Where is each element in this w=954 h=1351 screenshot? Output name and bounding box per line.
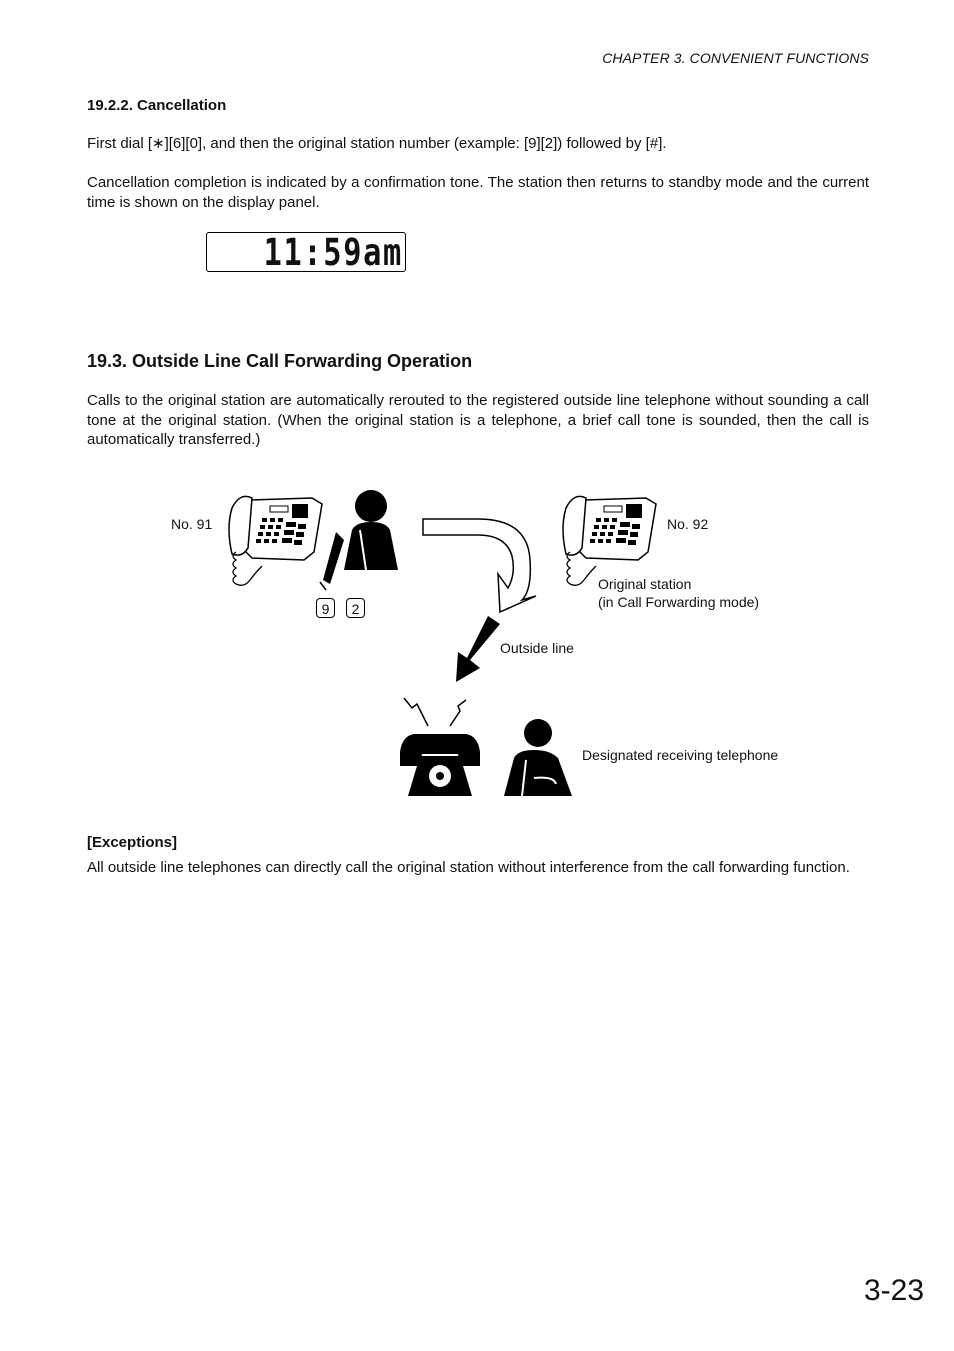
forwarding-paragraph: Calls to the original station are automatically rerouted to the registered outside line telephone without sounding a call tone at the original station. (When the original station is a telephone, a brief call tone is sounded, then the call is automatically transferred.) xyxy=(87,392,869,448)
designated-telephone-label: Designated receiving telephone xyxy=(582,747,779,763)
exceptions-paragraph: All outside line telephones can directly call the original station without interference from the call forwarding function. xyxy=(87,859,850,876)
outside-line-label: Outside line xyxy=(500,640,574,656)
page-number: 3-23 xyxy=(863,1274,924,1307)
section-title-forwarding: 19.3. Outside Line Call Forwarding Operation xyxy=(87,351,473,371)
original-station-mode-label: (in Call Forwarding mode) xyxy=(598,594,760,610)
cancellation-paragraph-1: First dial [∗][6][0], and then the original station number (example: [9][2]) followed by [#]. xyxy=(87,135,667,152)
chapter-header: CHAPTER 3. CONVENIENT FUNCTIONS xyxy=(602,50,869,66)
outside-line-arrow-icon xyxy=(456,616,500,682)
cancellation-paragraph-2: Cancellation completion is indicated by a confirmation tone. The station then returns to standby mode and the current time is shown on the display panel. xyxy=(87,174,869,211)
person-caller-icon xyxy=(344,490,398,570)
telephone-92-icon xyxy=(563,496,656,585)
station-92-label: No. 92 xyxy=(667,516,709,532)
dialing-finger-icon xyxy=(323,532,344,584)
display-time: 11:59am xyxy=(263,231,403,274)
station-91-label: No. 91 xyxy=(171,516,213,532)
telephone-91-icon xyxy=(229,496,322,585)
dial-key-2: 2 xyxy=(346,598,365,618)
person-receiver-icon xyxy=(504,719,572,796)
forward-curved-arrow-icon xyxy=(423,519,536,612)
original-station-label: Original station xyxy=(598,576,692,592)
exceptions-title: [Exceptions] xyxy=(87,834,178,851)
ringing-icon xyxy=(404,698,466,726)
receiving-telephone-icon xyxy=(400,734,480,796)
dial-key-9: 9 xyxy=(316,598,335,618)
section-title-cancellation: 19.2.2. Cancellation xyxy=(87,97,227,114)
